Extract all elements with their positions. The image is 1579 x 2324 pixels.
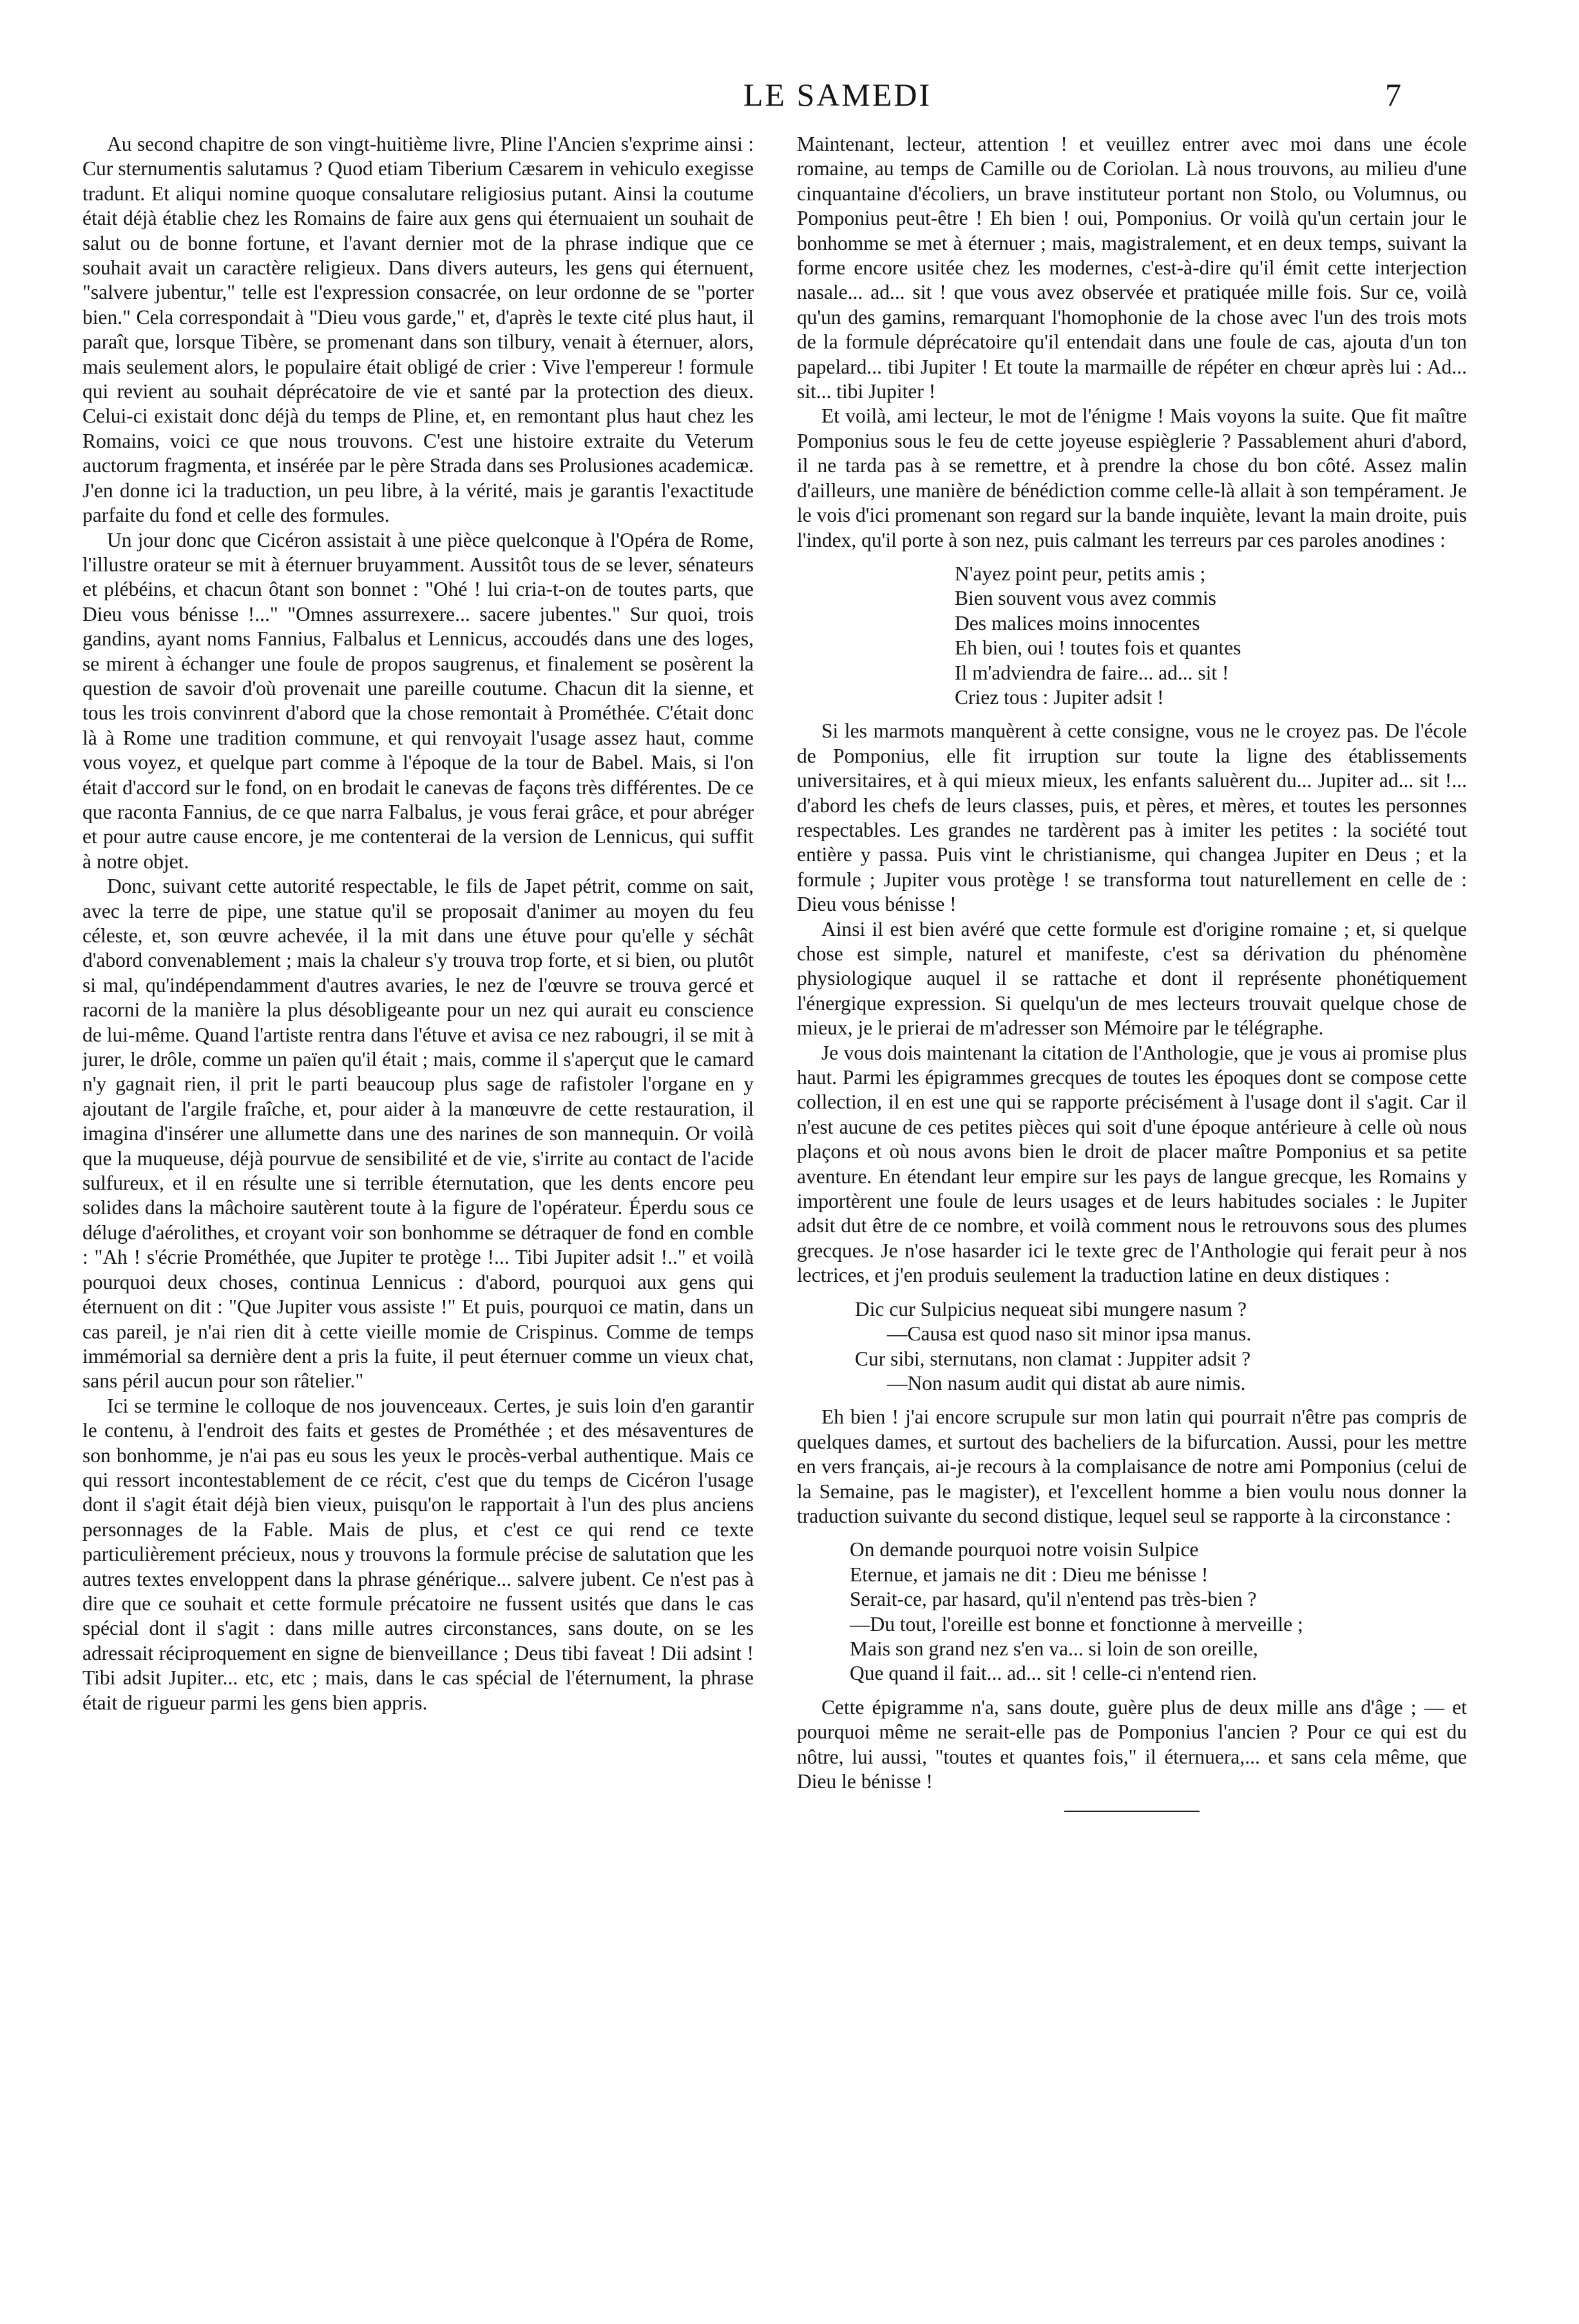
verse-line: Il m'adviendra de faire... ad... sit ! (955, 661, 1229, 684)
article-paragraph: Un jour donc que Cicéron assistait à une pièce quelconque à l'Opéra de Rome, l'illustre orateur se mit à éternuer bruyamment. Aussitôt tous de se lever, sénateurs et plébéins, et chacun ôtant son bonnet : "Ohé ! lui cria-t-on de toutes parts, que Dieu vous bénisse !..." "Omnes assurrexere... sacere jubentes." Sur quoi, trois gandins, ayant noms Fannius, Falbalus et Lennicus, accoudés dans une des loges, se mirent à échanger une foule de propos saugrenus, et finalement se posèrent la question de savoir d'où provenait une pareille coutume. Chacun dit la sienne, et tous les trois convinrent d'abord que la chose remontait à Prométhée. C'était donc là à Rome une tradition commune, et qui renvoyait l'usage assez haut, comme vous voyez, et quelque part comme à l'époque de la tour de Babel. Mais, si l'on était d'accord sur le fond, on en brodait le canevas de façons très différentes. De ce que raconta Fannius, de ce que narra Falbalus, je vous ferai grâce, et pour abréger et pour autre cause encore, je me contenterai de la version de Lennicus, qui suffit à notre objet. (82, 528, 754, 873)
article-paragraph: Je vous dois maintenant la citation de l'Anthologie, que je vous ai promise plus haut. Parmi les épigrammes grecques de toutes les époques dont se compose cette collection, il en est une qui se rapporte précisément à l'usage dont il s'agit. Car il n'est aucune de ces petites pièces qui soit d'une époque antérieure à celle où nous plaçons et où nous avons bien le droit de placer maître Pomponius et sa petite aventure. En étendant leur empire sur les pays de langue grecque, les Romains y importèrent une foule de leurs usages et de leurs habitudes sociales : le Jupiter adsit dut être de ce nombre, et voilà comment nous le retrouvons sous des plumes grecques. Je n'ose hasarder ici le texte grec de l'Anthologie qui ferait peur à nos lectrices, et j'en produis seulement la traduction latine en deux distiques : (797, 1041, 1467, 1287)
verse-block (797, 562, 1467, 710)
page-header (0, 76, 1579, 121)
right-column (797, 132, 1467, 1812)
verse-line: Eh bien, oui ! toutes fois et quantes (955, 636, 1241, 660)
verse-line: Dic cur Sulpicius nequeat sibi mungere nasum ? (855, 1297, 1247, 1320)
article-paragraph: Cette épigramme n'a, sans doute, guère plus de deux mille ans d'âge ; — et pourquoi même ne serait-elle pas de Pomponius l'ancien ? Pour ce qui est du nôtre, lui aussi, "toutes et quantes fois," il éternuera,... et sans cela même, que Dieu le bénisse ! (797, 1695, 1467, 1793)
article-paragraph: Ainsi il est bien avéré que cette formule est d'origine romaine ; et, si quelque chose est simple, naturel et manifeste, c'est sa dérivation du phénomène physiologique auquel il se rattache et dont il représente phonétiquement l'énergique expression. Si quelqu'un de mes lecteurs trouvait quelque chose de mieux, je le prierai de m'adresser son Mémoire par le télégraphe. (797, 917, 1467, 1040)
verse-line: —Causa est quod naso sit minor ipsa manus. (887, 1322, 1252, 1346)
verse-line: —Du tout, l'oreille est bonne et fonctionne à merveille ; (850, 1612, 1303, 1635)
article-paragraph: Et voilà, ami lecteur, le mot de l'énigme ! Mais voyons la suite. Que fit maître Pomponius sous le feu de cette joyeuse espièglerie ? Passablement ahuri d'abord, il ne tarda pas à se remettre, et à prendre la chose du bon côté. Assez malin d'ailleurs, une manière de bénédiction comme celle-là allait à son tempérament. Je le vois d'ici promenant son regard sur la bande inquiète, levant la main droite, puis l'index, qu'il porte à son nez, puis calmant les terreurs par ces paroles anodines : (797, 405, 1467, 551)
verse-line: Eternue, et jamais ne dit : Dieu me bénisse ! (850, 1563, 1209, 1586)
end-rule (1064, 1811, 1200, 1812)
french-verse-block (797, 1538, 1467, 1686)
publication-title: LE SAMEDI (743, 77, 932, 113)
verse-line: —Non nasum audit qui distat ab aure nimis. (887, 1371, 1246, 1395)
verse-line: Que quand il fait... ad... sit ! celle-ci n'entend rien. (850, 1662, 1257, 1685)
verse-line: On demande pourquoi notre voisin Sulpice (850, 1538, 1199, 1561)
article-paragraph: Donc, suivant cette autorité respectable, le fils de Japet pétrit, comme on sait, avec la terre de pipe, une statue qu'il se proposait d'animer au moyen du feu céleste, et, son œuvre achevée, il la mit dans une étuve pour qu'elle y séchât d'abord convenablement ; mais la chaleur s'y trouva trop forte, et si bien, ou plutôt si mal, qu'indépendamment d'autres avaries, le nez de l'œuvre se trouva gercé et racorni de la manière la plus désobligeante pour un nez qui aurait eu conscience de lui-même. Quand l'artiste rentra dans l'étuve et avisa ce nez rabougri, il se mit à jurer, le drôle, comme un païen qu'il était ; mais, comme il s'aperçut que le camard n'y gagnait rien, il prit le parti beaucoup plus sage de rafistoler l'organe en y ajoutant de l'argile fraîche, et, pour aider à la manœuvre de cette restauration, il imagina d'insérer une allumette dans une des narines de son mannequin. Or voilà que la muqueuse, déjà pourvue de sensibilité et de vie, s'irrite au contact de l'acide sulfureux, et il en résulte une si terrible éternutation, que les dents encore peu solides dans la mâchoire sautèrent toute à la figure de l'opérateur. Éperdu sous ce déluge d'aérolithes, et croyant voir son bonhomme se détraquer de fond en comble : "Ah ! s'écrie Prométhée, que Jupiter te protège !... Tibi Jupiter adsit !.." et voilà pourquoi deux choses, continua Lennicus : d'abord, pourquoi aux gens qui éternuent on dit : "Que Jupiter vous assiste !" Et puis, pourquoi ce matin, dans un cas pareil, je n'ai rien dit à cette vieille momie de Crispinus. Comme de temps immémorial sa dernière dent a pris la fuite, il peut éternuer comme un vieux chat, sans péril aucun pour son râtelier." (82, 875, 754, 1393)
verse-line: Serait-ce, par hasard, qu'il n'entend pas très-bien ? (850, 1588, 1257, 1611)
page-number: 7 (1385, 77, 1401, 113)
verse-line: Des malices moins innocentes (955, 611, 1200, 634)
verse-line: Bien souvent vous avez commis (955, 587, 1216, 610)
article-paragraph: Au second chapitre de son vingt-huitième livre, Pline l'Ancien s'exprime ainsi : Cur sternumentis salutamus ? Quod etiam Tiberium Cæsarem in vehiculo exegisse tradunt. Et aliqui nomine quoque consalutare religiosius putant. Ainsi la coutume était déjà établie chez les Romains de faire aux gens qui éternuaient un souhait de salut ou de bonne fortune, et l'avant dernier mot de la phrase indique que ce souhait avait un caractère religieux. Dans divers auteurs, les gens qui éternuent, "salvere jubentur," telle est l'expression consacrée, on leur ordonne de se "porter bien." Cela correspondait à "Dieu vous garde," et, d'après le texte cité plus haut, il paraît que, lorsque Tibère, se promenant dans son tilbury, venait à éternuer, alors, mais seulement alors, le populaire était obligé de crier : Vive l'empereur ! formule qui revient au souhait déprécatoire de vie et santé par la protection des dieux. Celui-ci existait donc déjà du temps de Pline, et, en remontant plus haut chez les Romains, voici ce que nous trouvons. C'est une histoire extraite du Veterum auctorum fragmenta, et insérée par le père Strada dans ses Prolusiones academicæ. J'en donne ici la traduction, un peu libre, à la vérité, mais je garantis l'exactitude parfaite du fond et celle des formules. (82, 133, 754, 527)
verse-line: Mais son grand nez s'en va... si loin de son oreille, (850, 1637, 1258, 1660)
latin-distich-block (797, 1297, 1467, 1396)
article-paragraph: Si les marmots manquèrent à cette consigne, vous ne le croyez pas. De l'école de Pomponius, elle fit irruption sur toute la ligne des établissements universitaires, et à qui mieux mieux, les enfants saluèrent du... Jupiter ad... sit !... d'abord les chefs de leurs classes, puis, et pères, et mères, et toutes les personnes respectables. Les grandes ne tardèrent pas à imiter les petites : la société tout entière y passa. Puis vint le christianisme, qui changea Jupiter en Deus ; et la formule ; Jupiter vous protège ! se transforma tout naturellement en celle de : Dieu vous bénisse ! (797, 719, 1467, 916)
article-paragraph: Maintenant, lecteur, attention ! et veuillez entrer avec moi dans une école romaine, au temps de Camille ou de Coriolan. Là nous trouvons, au milieu d'une cinquantaine d'écoliers, un brave instituteur portant non Stolo, ou Volumnus, ou Pomponius peut-être ! Eh bien ! oui, Pomponius. Or voilà qu'un certain jour le bonhomme se met à éternuer ; mais, magistralement, et en deux temps, suivant la forme encore usitée chez les modernes, c'est-à-dire qu'il émit cette interjection nasale... ad... sit ! que vous avez observée et pratiquée mille fois. Sur ce, voilà qu'un des gamins, remarquant l'homophonie de la chose avec l'un des trois mots de la formule déprécatoire qu'il entendait dans une foule de cas, ajouta d'un ton papelard... tibi Jupiter ! Et toute la marmaille de répéter en chœur après lui : Ad... sit... tibi Jupiter ! (797, 133, 1467, 403)
left-column (82, 132, 754, 1715)
article-paragraph: Ici se termine le colloque de nos jouvenceaux. Certes, je suis loin d'en garantir le contenu, à l'endroit des faits et gestes de Prométhée ; et des mésaventures de son bonhomme, je n'ai pas eu sous les yeux le procès-verbal authentique. Mais ce qui ressort incontestablement de ce récit, c'est que du temps de Cicéron l'usage dont il s'agit était déjà bien vieux, puisqu'on le rapportait à l'un des plus anciens personnages de la Fable. Mais de plus, et c'est ce qui rend ce texte particulièrement précieux, nous y trouvons la formule précise de salutation que les autres textes enveloppent dans la phrase générique... salvere jubent. Ce n'est pas à dire que ce souhait et cette formule précatoire ne fussent usités que dans le cas spécial dont il s'agit : dans mille autres circonstances, sans doute, on se les adressait réciproquement en signe de bienveillance ; Deus tibi faveat ! Dii adsint ! Tibi adsit Jupiter... etc, etc ; mais, dans le cas spécial de l'éternument, la phrase était de rigueur parmi les gens bien appris. (82, 1394, 754, 1714)
verse-line: Criez tous : Jupiter adsit ! (955, 685, 1164, 709)
article-paragraph: Eh bien ! j'ai encore scrupule sur mon latin qui pourrait n'être pas compris de quelques dames, et surtout des bacheliers de la bifurcation. Aussi, pour les mettre en vers français, ai-je recours à la complaisance de notre ami Pomponius (celui de la Semaine, pas le magister), et l'excellent homme a bien voulu nous donner la traduction suivante du second distique, lequel seul se rapporte à la circonstance : (797, 1405, 1467, 1527)
verse-line: Cur sibi, sternutans, non clamat : Juppiter adsit ? (855, 1347, 1251, 1370)
verse-line: N'ayez point peur, petits amis ; (955, 562, 1206, 585)
